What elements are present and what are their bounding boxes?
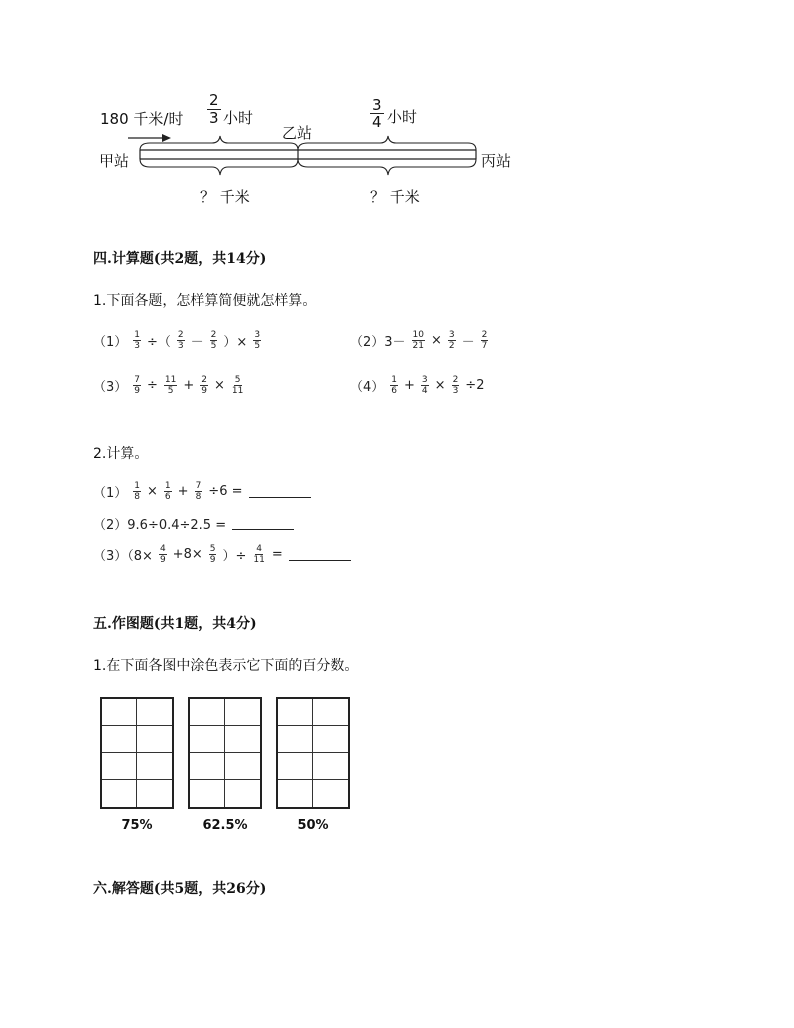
answer-blank[interactable] <box>249 485 311 498</box>
q1-item-3 <box>93 375 244 396</box>
lower-brace-1 <box>140 159 298 175</box>
grid-2-percent: 62.5% <box>202 818 248 833</box>
fraction <box>133 481 141 502</box>
upper-brace-2 <box>298 136 476 150</box>
answer-blank[interactable] <box>289 548 351 561</box>
fraction <box>412 330 425 351</box>
operator: ÷6 = <box>208 484 243 499</box>
numerator: 5 <box>234 375 241 385</box>
q2-item-3 <box>93 544 351 565</box>
drawing-prompt: 1.在下面各图中涂色表示它下面的百分数。 <box>93 658 359 674</box>
numerator: 1 <box>134 481 141 491</box>
denominator: 6 <box>164 492 171 502</box>
grid-1-percent: 75% <box>121 818 153 833</box>
denominator: 9 <box>134 386 141 396</box>
operator: ）× <box>223 335 248 350</box>
operator: +8× <box>172 547 203 562</box>
shading-grid-1[interactable] <box>100 697 174 809</box>
time1-unit: 小时 <box>223 109 254 127</box>
numerator: 7 <box>195 481 202 491</box>
fraction <box>159 544 167 565</box>
denominator: 7 <box>481 341 488 351</box>
operator: ÷ <box>147 378 158 393</box>
expr-label: （2）3－ <box>350 335 406 350</box>
denominator: 9 <box>209 555 216 565</box>
numerator: 11 <box>164 375 177 385</box>
numerator: 4 <box>159 544 166 554</box>
speed-label: 180 千米/时 <box>100 110 184 128</box>
fraction <box>253 330 261 351</box>
fraction <box>452 375 460 396</box>
operator: × <box>431 333 442 348</box>
distance2-label: ？ 千米 <box>370 188 420 206</box>
operator: － <box>461 335 475 350</box>
expr-label: （1） <box>93 335 128 350</box>
shading-grid-3[interactable] <box>276 697 350 809</box>
operator: × <box>434 378 446 393</box>
q2-item-1 <box>93 481 311 502</box>
operator: + <box>177 484 189 499</box>
operator: － <box>190 335 204 350</box>
section4-heading: 四.计算题(共2题，共14分) <box>93 251 267 267</box>
fraction <box>164 375 177 396</box>
operator: ÷（ <box>147 335 171 350</box>
denominator: 8 <box>195 492 202 502</box>
operator: ）÷ <box>222 549 247 564</box>
fraction <box>252 544 265 565</box>
denominator: 11 <box>231 386 244 396</box>
operator: + <box>183 378 195 393</box>
denominator: 3 <box>134 341 141 351</box>
time2-unit: 小时 <box>387 108 418 126</box>
lower-brace-2 <box>298 159 476 175</box>
fraction <box>210 330 218 351</box>
fraction <box>164 481 172 502</box>
numerator: 2 <box>177 330 184 340</box>
numerator: 10 <box>412 330 424 340</box>
operator: + <box>404 378 415 393</box>
denominator: 9 <box>159 555 166 565</box>
q1-item-2 <box>350 330 488 351</box>
fraction <box>200 375 208 396</box>
numerator: 7 <box>134 375 141 385</box>
denominator: 5 <box>210 341 217 351</box>
station-b-label: 乙站 <box>282 124 313 142</box>
numerator: 1 <box>134 330 141 340</box>
station-a-label: 甲站 <box>99 152 130 170</box>
operator: = <box>271 547 283 562</box>
expr-label: （1） <box>93 486 128 501</box>
fraction <box>133 375 141 396</box>
distance1-label: ？ 千米 <box>200 188 250 206</box>
denominator: 3 <box>177 341 184 351</box>
numerator: 3 <box>421 375 428 385</box>
arrow-head <box>162 134 171 142</box>
fraction <box>209 544 217 565</box>
denominator: 4 <box>421 386 428 396</box>
section5-heading: 五.作图题(共1题，共4分) <box>93 616 257 632</box>
denominator: 3 <box>452 386 459 396</box>
shading-grid-2[interactable] <box>188 697 262 809</box>
denominator: 11 <box>253 555 265 565</box>
numerator: 4 <box>256 544 262 554</box>
fraction <box>448 330 456 351</box>
denominator: 6 <box>391 386 398 396</box>
operator: × <box>147 484 158 499</box>
q1-item-1 <box>93 330 261 351</box>
expr-label: （4） <box>350 380 385 395</box>
operator: ÷2 <box>465 378 485 393</box>
numerator: 2 <box>452 375 459 385</box>
fraction <box>231 375 244 396</box>
numerator: 2 <box>210 330 217 340</box>
denominator: 8 <box>134 492 141 502</box>
operator: × <box>214 378 225 393</box>
numerator: 5 <box>209 544 216 554</box>
denominator: 2 <box>448 341 455 351</box>
q1-prompt: 1.下面各题，怎样算简便就怎样算。 <box>93 293 317 309</box>
numerator: 3 <box>254 330 261 340</box>
numerator: 3 <box>448 330 455 340</box>
fraction <box>390 375 398 396</box>
numerator: 1 <box>391 375 398 385</box>
numerator: 2 <box>201 375 208 385</box>
station-c-label: 丙站 <box>481 152 512 170</box>
denominator: 5 <box>167 386 174 396</box>
numerator: 2 <box>481 330 488 340</box>
fraction <box>481 330 489 351</box>
answer-blank[interactable] <box>232 517 294 530</box>
denominator: 21 <box>412 341 424 351</box>
time2-fraction: 3 4 <box>372 96 382 131</box>
section6-heading: 六.解答题(共5题，共26分) <box>93 881 267 897</box>
fraction <box>133 330 141 351</box>
fraction <box>177 330 185 351</box>
expr-label: （3）（8× <box>93 549 153 564</box>
expr-label: （2）9.6÷0.4÷2.5 = <box>93 518 227 533</box>
expr-label: （3） <box>93 380 128 395</box>
q2-item-2 <box>93 514 294 533</box>
numerator: 1 <box>164 481 171 491</box>
grid-3-percent: 50% <box>297 818 329 833</box>
fraction <box>195 481 203 502</box>
denominator: 9 <box>201 386 208 396</box>
q1-item-4 <box>350 375 484 396</box>
time1-fraction: 2 3 <box>209 91 219 127</box>
q2-prompt: 2.计算。 <box>93 446 149 462</box>
fraction <box>421 375 429 396</box>
denominator: 5 <box>254 341 261 351</box>
